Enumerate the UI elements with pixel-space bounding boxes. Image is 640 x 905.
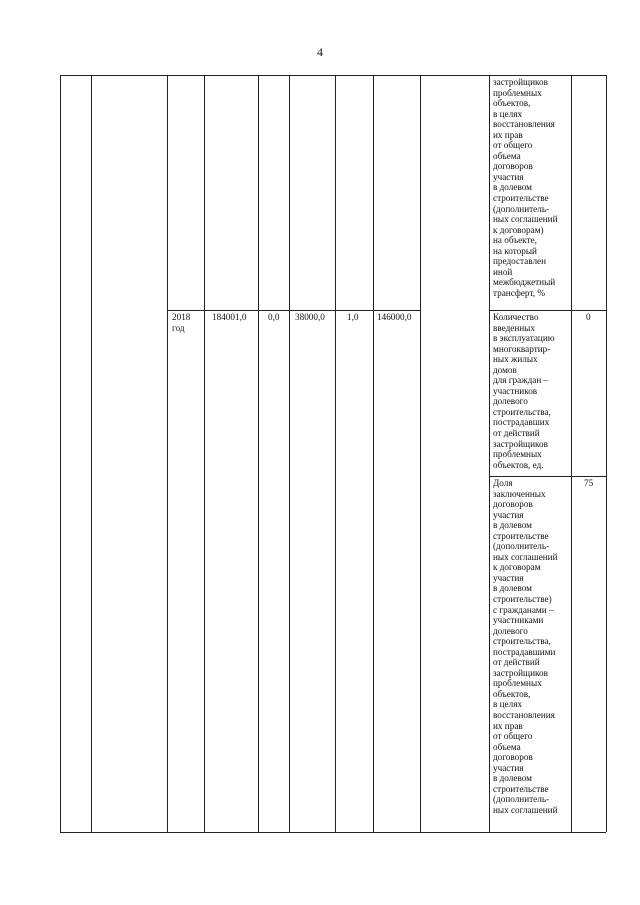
col-line-9 [489, 75, 490, 832]
col-line-8 [420, 75, 421, 832]
col-line-7 [373, 75, 374, 832]
col-line-2 [167, 75, 168, 832]
col-line-1 [91, 75, 92, 832]
other-cell: 146000,0 [377, 312, 412, 322]
page-number: 4 [317, 45, 323, 59]
col-line-10 [571, 75, 572, 832]
row-separator-1 [167, 310, 420, 311]
year-cell: 2018 год [172, 312, 191, 333]
row-separator-2 [489, 310, 606, 311]
table-bottom-border [60, 832, 606, 833]
col-line-3 [204, 75, 205, 832]
col-line-6 [335, 75, 336, 832]
indicator-text-2: Количество введенных в эксплуатацию многоквартир- ных жилых домов для граждан – участников долевого строительства, пострадавших от действий застройщиков проблемных объектов, ед. [493, 312, 555, 470]
regional-cell: 38000,0 [295, 312, 325, 322]
local-cell: 1,0 [347, 312, 359, 322]
table-top-border [60, 75, 606, 76]
federal-cell: 0,0 [268, 312, 280, 322]
indicator-value-2: 0 [586, 312, 591, 322]
indicator-value-3: 75 [584, 478, 594, 488]
col-line-0 [60, 75, 61, 832]
col-line-11 [606, 75, 607, 832]
indicator-text-3: Доля заключенных договоров участия в долевом строительстве (дополнитель- ных соглашений к договорам участия в долевом строительстве) с гражданами – участниками долевого строительства, пострадавшими от действий застройщиков проблемных объектов, в целях восстановления их прав от общего объема договоров участия в долевом строительстве (дополнитель- ных соглашений [493, 478, 558, 815]
total-cell: 184001,0 [212, 312, 247, 322]
indicator-text-1: застройщиков проблемных объектов, в целях восстановления их прав от общего объема договоров участия в долевом строительстве (дополнитель- ных соглашений к договорам) на объекте, на который предоставлен иной межбюджетный трансферт, % [493, 77, 558, 298]
row-separator-3 [489, 476, 606, 477]
col-line-5 [289, 75, 290, 832]
col-line-4 [258, 75, 259, 832]
